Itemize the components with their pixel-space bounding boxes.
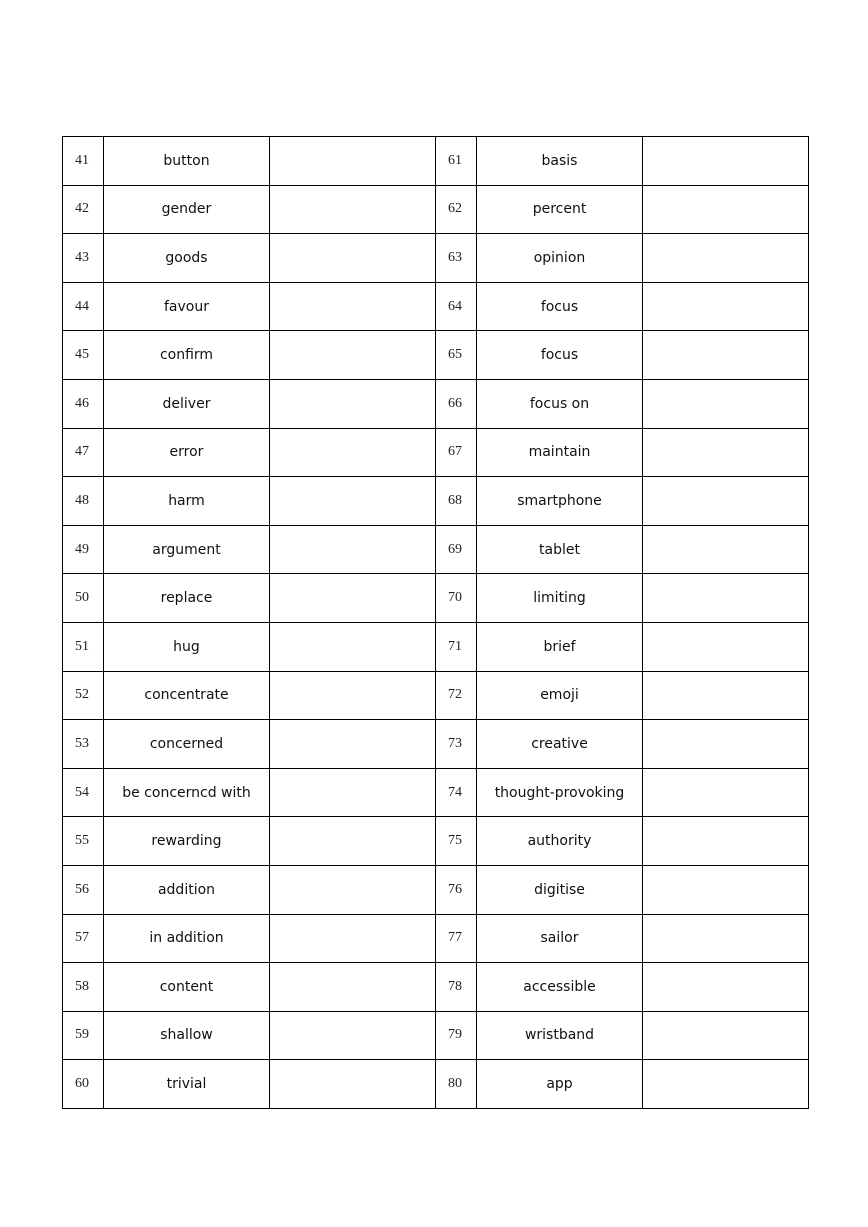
entry-word: confirm [104, 331, 270, 380]
entry-number: 59 [63, 1011, 104, 1060]
table-row [63, 720, 809, 769]
table-row [63, 1060, 809, 1109]
entry-word: concerned [104, 720, 270, 769]
entry-word: app [477, 1060, 643, 1109]
entry-number: 41 [63, 137, 104, 186]
table-row [63, 817, 809, 866]
table-row [63, 282, 809, 331]
entry-number: 70 [436, 574, 477, 623]
answer-cell[interactable] [270, 331, 436, 380]
answer-cell[interactable] [643, 963, 809, 1012]
answer-cell[interactable] [643, 622, 809, 671]
entry-word: content [104, 963, 270, 1012]
entry-word: digitise [477, 865, 643, 914]
entry-number: 73 [436, 720, 477, 769]
entry-number: 80 [436, 1060, 477, 1109]
answer-cell[interactable] [643, 331, 809, 380]
answer-cell[interactable] [270, 963, 436, 1012]
entry-number: 65 [436, 331, 477, 380]
table-row [63, 137, 809, 186]
answer-cell[interactable] [643, 1060, 809, 1109]
answer-cell[interactable] [643, 185, 809, 234]
answer-cell[interactable] [643, 477, 809, 526]
table-row [63, 428, 809, 477]
entry-word: shallow [104, 1011, 270, 1060]
entry-word: thought-provoking [477, 768, 643, 817]
entry-number: 78 [436, 963, 477, 1012]
table-row [63, 331, 809, 380]
entry-number: 56 [63, 865, 104, 914]
entry-number: 43 [63, 234, 104, 283]
answer-cell[interactable] [643, 768, 809, 817]
table-row [63, 1011, 809, 1060]
entry-word: goods [104, 234, 270, 283]
entry-word: harm [104, 477, 270, 526]
answer-cell[interactable] [270, 865, 436, 914]
entry-number: 51 [63, 622, 104, 671]
entry-word: sailor [477, 914, 643, 963]
entry-number: 47 [63, 428, 104, 477]
entry-number: 54 [63, 768, 104, 817]
answer-cell[interactable] [643, 379, 809, 428]
entry-word: focus on [477, 379, 643, 428]
entry-number: 75 [436, 817, 477, 866]
entry-number: 66 [436, 379, 477, 428]
entry-word: deliver [104, 379, 270, 428]
entry-number: 68 [436, 477, 477, 526]
entry-number: 60 [63, 1060, 104, 1109]
entry-word: wristband [477, 1011, 643, 1060]
entry-number: 72 [436, 671, 477, 720]
answer-cell[interactable] [270, 234, 436, 283]
entry-word: creative [477, 720, 643, 769]
entry-word: maintain [477, 428, 643, 477]
entry-word: in addition [104, 914, 270, 963]
table-row [63, 574, 809, 623]
entry-word: limiting [477, 574, 643, 623]
answer-cell[interactable] [643, 282, 809, 331]
entry-word: focus [477, 282, 643, 331]
entry-word: button [104, 137, 270, 186]
answer-cell[interactable] [270, 282, 436, 331]
entry-number: 69 [436, 525, 477, 574]
answer-cell[interactable] [643, 137, 809, 186]
entry-number: 45 [63, 331, 104, 380]
answer-cell[interactable] [270, 379, 436, 428]
entry-number: 52 [63, 671, 104, 720]
entry-number: 71 [436, 622, 477, 671]
answer-cell[interactable] [643, 817, 809, 866]
entry-word: opinion [477, 234, 643, 283]
entry-word: hug [104, 622, 270, 671]
answer-cell[interactable] [270, 185, 436, 234]
entry-number: 79 [436, 1011, 477, 1060]
table-row [63, 234, 809, 283]
table-row [63, 622, 809, 671]
entry-number: 67 [436, 428, 477, 477]
entry-word: favour [104, 282, 270, 331]
table-row [63, 477, 809, 526]
entry-word: percent [477, 185, 643, 234]
entry-number: 57 [63, 914, 104, 963]
answer-cell[interactable] [270, 622, 436, 671]
entry-number: 58 [63, 963, 104, 1012]
answer-cell[interactable] [643, 720, 809, 769]
entry-number: 48 [63, 477, 104, 526]
entry-word: error [104, 428, 270, 477]
entry-number: 63 [436, 234, 477, 283]
entry-word: tablet [477, 525, 643, 574]
table-row [63, 914, 809, 963]
vocabulary-table [62, 136, 809, 1109]
entry-number: 46 [63, 379, 104, 428]
entry-number: 49 [63, 525, 104, 574]
answer-cell[interactable] [270, 525, 436, 574]
answer-cell[interactable] [643, 428, 809, 477]
entry-number: 44 [63, 282, 104, 331]
answer-cell[interactable] [270, 817, 436, 866]
entry-number: 77 [436, 914, 477, 963]
table-row [63, 525, 809, 574]
answer-cell[interactable] [643, 234, 809, 283]
entry-word: focus [477, 331, 643, 380]
entry-number: 53 [63, 720, 104, 769]
answer-cell[interactable] [270, 137, 436, 186]
table-row [63, 379, 809, 428]
answer-cell[interactable] [643, 574, 809, 623]
answer-cell[interactable] [270, 671, 436, 720]
entry-word: rewarding [104, 817, 270, 866]
answer-cell[interactable] [643, 914, 809, 963]
table-row [63, 768, 809, 817]
entry-word: emoji [477, 671, 643, 720]
entry-number: 64 [436, 282, 477, 331]
table-row [63, 185, 809, 234]
answer-cell[interactable] [270, 720, 436, 769]
answer-cell[interactable] [643, 671, 809, 720]
entry-number: 61 [436, 137, 477, 186]
answer-cell[interactable] [643, 1011, 809, 1060]
entry-word: brief [477, 622, 643, 671]
answer-cell[interactable] [270, 574, 436, 623]
table-row [63, 963, 809, 1012]
entry-word: accessible [477, 963, 643, 1012]
answer-cell[interactable] [270, 477, 436, 526]
entry-word: gender [104, 185, 270, 234]
entry-number: 42 [63, 185, 104, 234]
entry-word: argument [104, 525, 270, 574]
table-row [63, 865, 809, 914]
answer-cell[interactable] [270, 768, 436, 817]
answer-cell[interactable] [643, 865, 809, 914]
entry-number: 55 [63, 817, 104, 866]
answer-cell[interactable] [270, 1011, 436, 1060]
entry-word: concentrate [104, 671, 270, 720]
vocabulary-table-body [63, 137, 809, 1109]
entry-word: be concerncd with [104, 768, 270, 817]
entry-word: addition [104, 865, 270, 914]
entry-word: trivial [104, 1060, 270, 1109]
answer-cell[interactable] [643, 525, 809, 574]
answer-cell[interactable] [270, 428, 436, 477]
answer-cell[interactable] [270, 914, 436, 963]
entry-number: 62 [436, 185, 477, 234]
table-row [63, 671, 809, 720]
entry-word: authority [477, 817, 643, 866]
answer-cell[interactable] [270, 1060, 436, 1109]
entry-word: replace [104, 574, 270, 623]
entry-number: 50 [63, 574, 104, 623]
entry-word: basis [477, 137, 643, 186]
entry-word: smartphone [477, 477, 643, 526]
entry-number: 74 [436, 768, 477, 817]
entry-number: 76 [436, 865, 477, 914]
